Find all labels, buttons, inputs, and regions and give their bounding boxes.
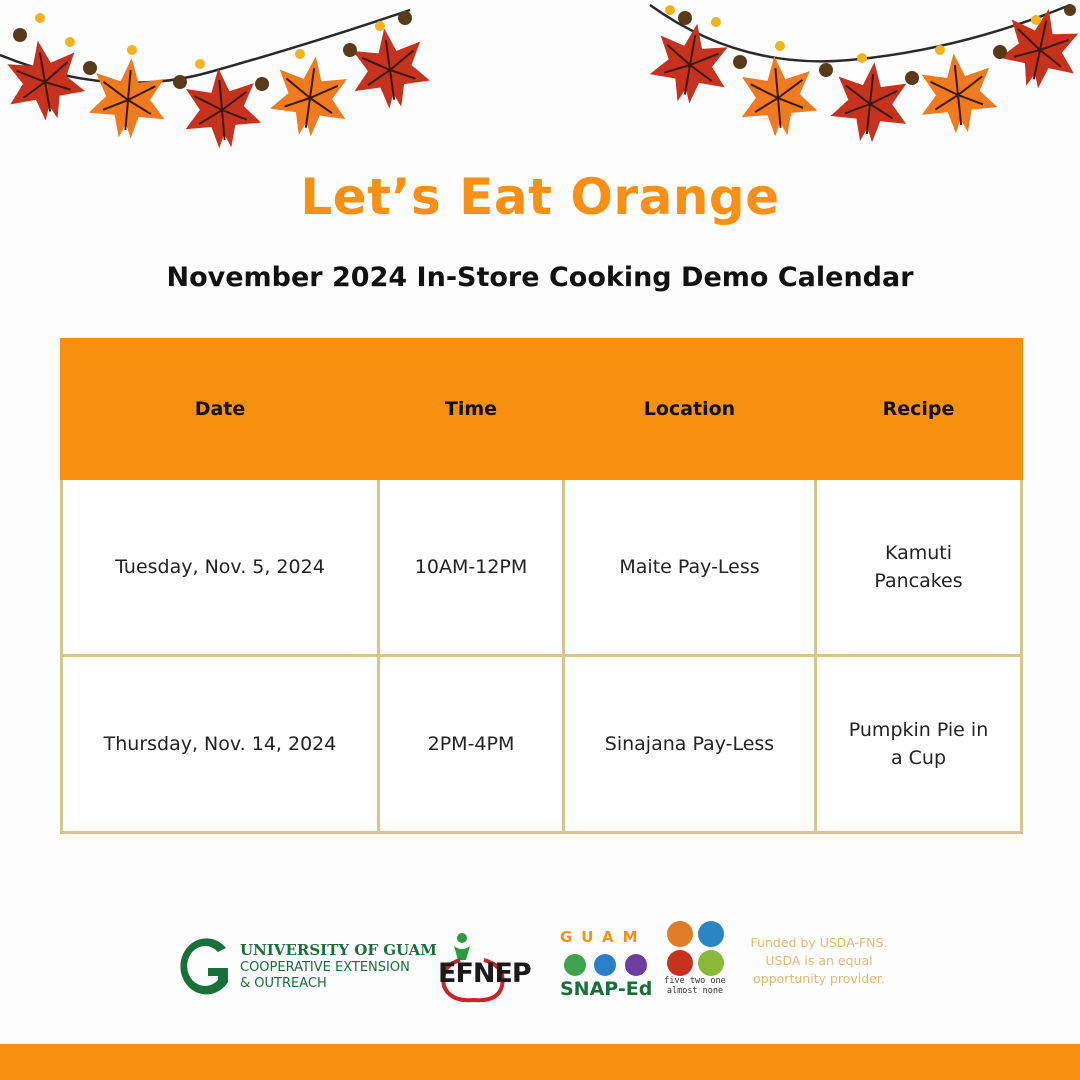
uog-title: UNIVERSITY OF GUAM <box>240 941 437 959</box>
cell-date: Tuesday, Nov. 5, 2024 <box>62 479 379 656</box>
five-two-one-icons-icon <box>666 920 726 978</box>
leaf-icon <box>916 49 1000 137</box>
page-subtitle: November 2024 In-Store Cooking Demo Calendar <box>166 262 914 293</box>
column-header-location: Location <box>564 340 816 479</box>
uog-g-logo-icon <box>178 934 234 1000</box>
efnep-label: EFNEP <box>438 958 531 989</box>
column-header-time: Time <box>379 340 564 479</box>
uog-logo-text <box>240 940 437 992</box>
leaf-icon <box>736 53 819 139</box>
demo-calendar-table <box>60 338 1023 834</box>
snap-ed-label: SNAP-Ed <box>560 978 653 1000</box>
cell-location: Sinajana Pay-Less <box>564 656 816 833</box>
column-header-recipe: Recipe <box>816 340 1022 479</box>
autumn-leaf-garland-left <box>0 0 440 170</box>
snap-ed-icons-icon <box>562 952 654 978</box>
leaf-icon <box>180 65 263 151</box>
cell-recipe: Kamuti Pancakes <box>816 479 1022 656</box>
leaf-icon <box>0 34 89 126</box>
page-title: Let’s Eat Orange <box>300 168 780 226</box>
leaf-icon <box>267 51 353 141</box>
cell-date: Thursday, Nov. 14, 2024 <box>62 656 379 833</box>
leaf-icon <box>828 58 912 146</box>
table-row <box>62 656 1022 833</box>
cell-location: Maite Pay-Less <box>564 479 816 656</box>
leaf-icon <box>347 23 433 113</box>
bottom-accent-bar <box>0 1044 1080 1080</box>
cell-time: 2PM-4PM <box>379 656 564 833</box>
five-two-one-label: five two one almost none <box>664 976 726 996</box>
leaf-icon <box>87 55 170 141</box>
cell-time: 10AM-12PM <box>379 479 564 656</box>
autumn-leaf-garland-right <box>640 0 1080 170</box>
column-header-date: Date <box>62 340 379 479</box>
uog-line2: COOPERATIVE EXTENSION <box>240 960 410 975</box>
uog-line3: & OUTREACH <box>240 976 327 991</box>
cell-recipe: Pumpkin Pie in a Cup <box>816 656 1022 833</box>
snap-guam-label: GUAM <box>560 928 647 946</box>
table-header-row <box>62 340 1022 479</box>
funding-statement: Funded by USDA-FNS. USDA is an equal opportunity provider. <box>750 935 888 986</box>
table-row <box>62 479 1022 656</box>
